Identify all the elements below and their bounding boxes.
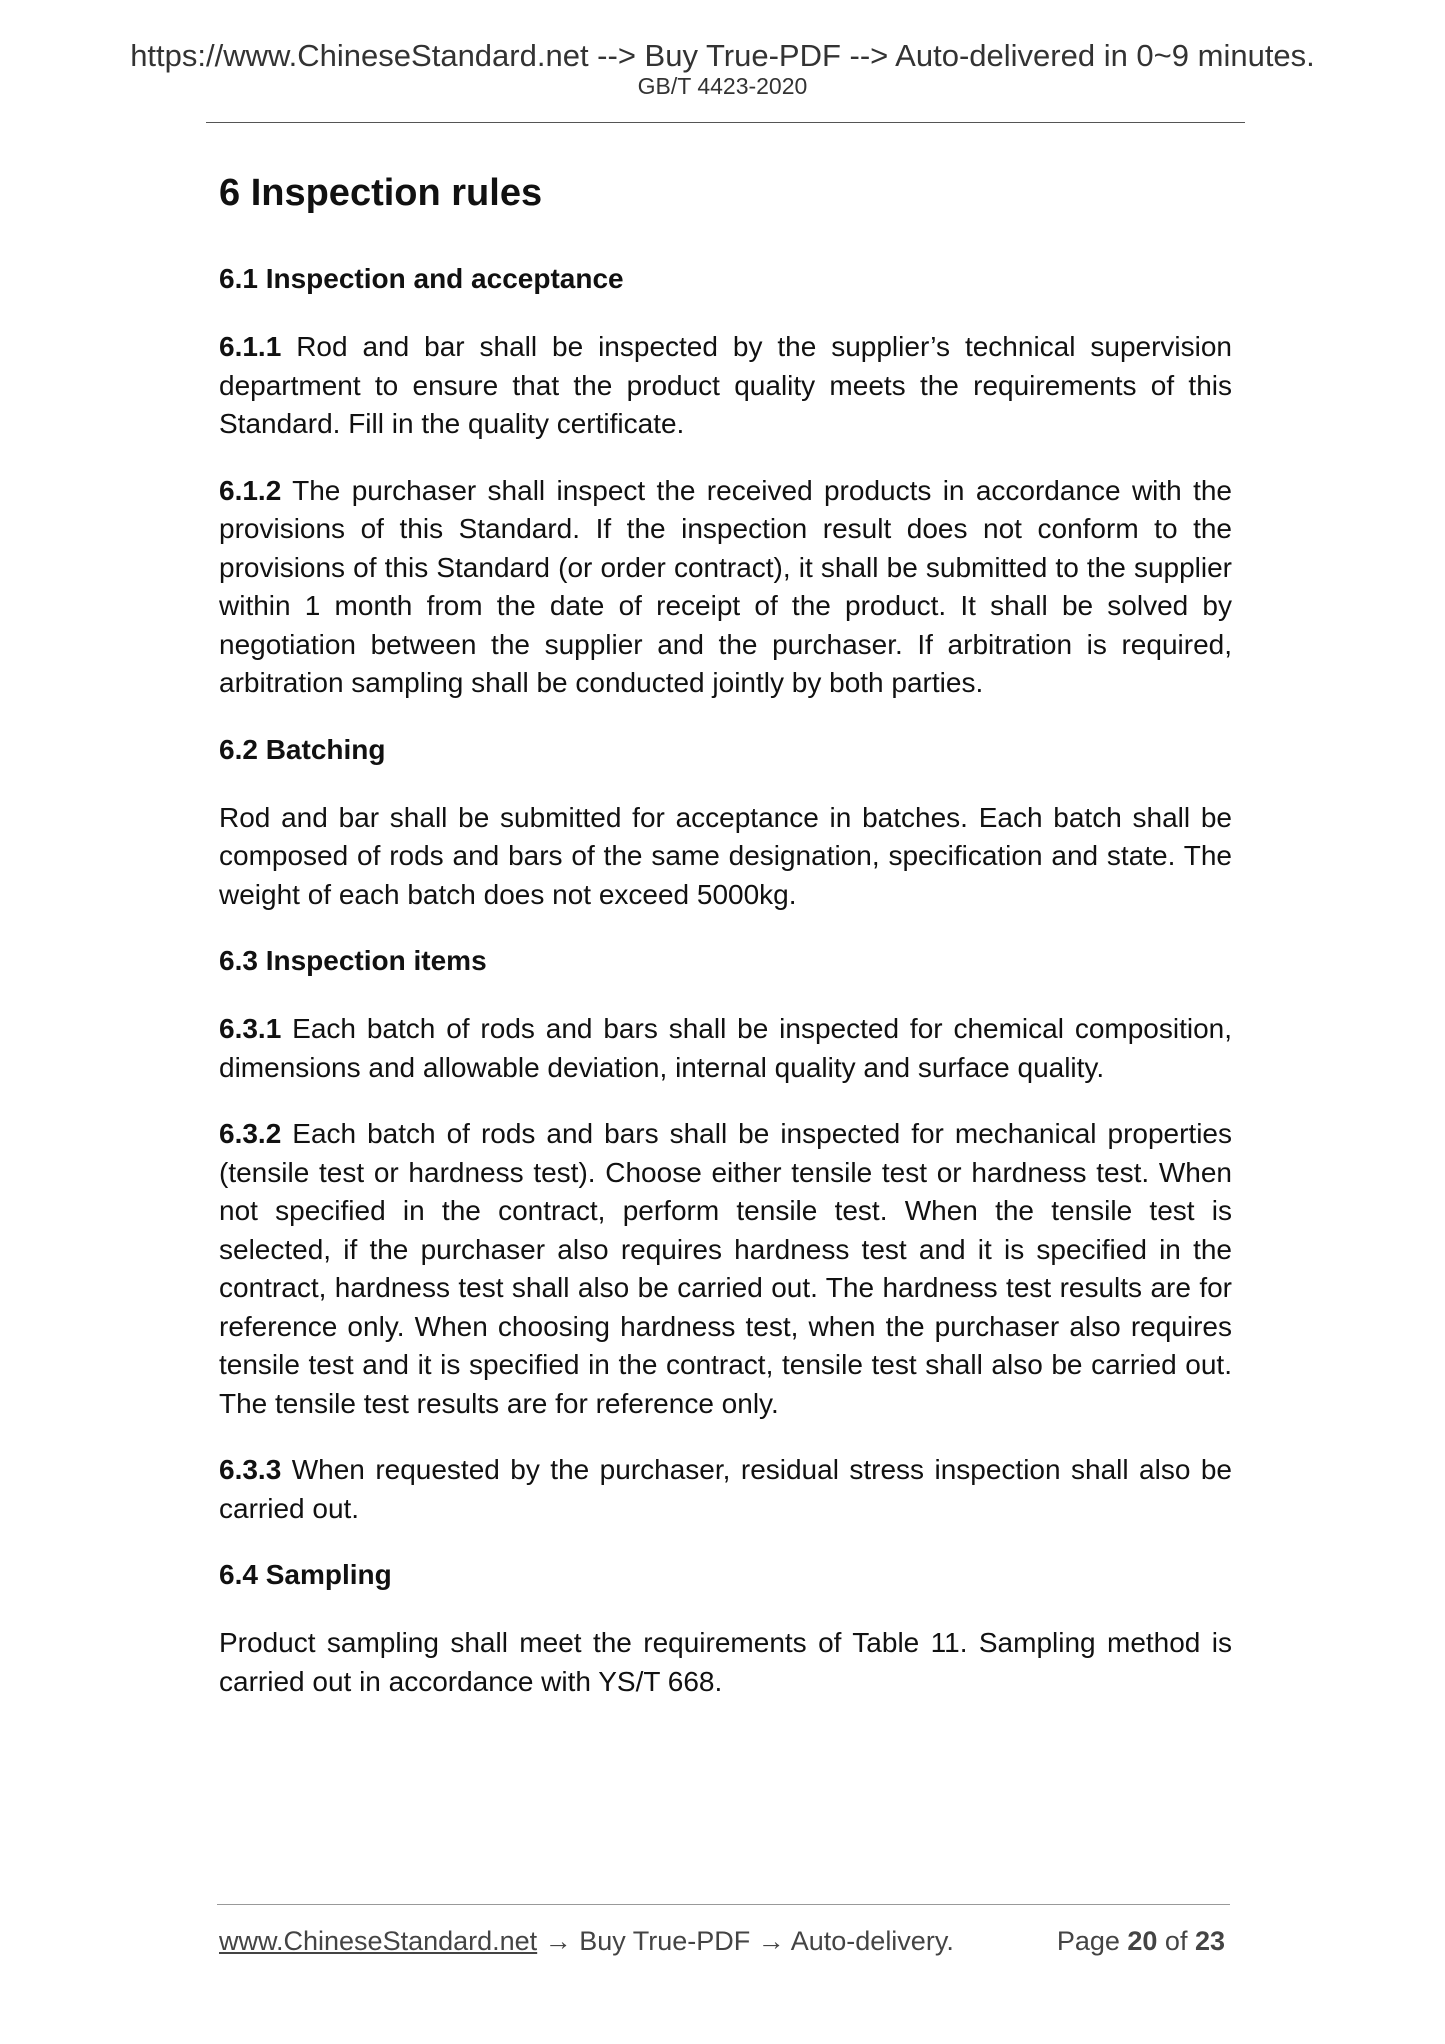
clause-6-1-1 <box>219 328 1232 444</box>
footer-tagline: → Buy True-PDF → Auto-delivery. <box>537 1926 954 1956</box>
section-title: 6 Inspection rules <box>219 172 543 214</box>
top-banner: https://www.ChineseStandard.net --> Buy True-PDF --> Auto-delivered in 0~9 minutes. <box>130 38 1315 73</box>
clause-number: 6.1.2 <box>219 474 282 506</box>
clause-text: Each batch of rods and bars shall be inspected for mechanical properties (tensile test or hardness test). Choose either tensile test or hardness test. When not specified in the contract, perform tensile test. When the tensile test is selected, if the purchaser also requires hardness test and it is specified in the contract, hardness test shall also be carried out. The hardness test results are for reference only. When choosing hardness test, when the purchaser also requires tensile test and it is specified in the contract, tensile test shall also be carried out. The tensile test results are for reference only. <box>219 1118 1232 1419</box>
heading-6-1: 6.1 Inspection and acceptance <box>219 263 624 294</box>
clause-6-1-2 <box>219 472 1232 703</box>
page-indicator <box>1057 1924 1225 1958</box>
heading-6-3: 6.3 Inspection items <box>219 945 487 976</box>
clause-number: 6.3.3 <box>219 1454 282 1485</box>
clause-text: Rod and bar shall be inspected by the supplier’s technical supervision department to ensure that the product quality meets the requirements of this Standard. Fill in the quality certificate. <box>219 331 1232 439</box>
sampling-paragraph: Product sampling shall meet the requirements of Table 11. Sampling method is carried out in accordance with YS/T 668. <box>219 1627 1232 1697</box>
page-content <box>219 170 1232 1729</box>
heading-6-2: 6.2 Batching <box>219 733 386 765</box>
clause-6-3-1 <box>219 1010 1232 1087</box>
clause-number: 6.3.2 <box>219 1118 282 1149</box>
clause-text: The purchaser shall inspect the received products in accordance with the provisions of this Standard. If the inspection result does not conform to the provisions of this Standard (or order contract), it shall be submitted to the supplier within 1 month from the date of receipt of the product. It shall be solved by negotiation between the supplier and the purchaser. If arbitration is required, arbitration sampling shall be conducted jointly by both parties. <box>219 474 1232 698</box>
page-total: 23 <box>1194 1926 1225 1956</box>
clause-number: 6.3.1 <box>219 1013 282 1044</box>
clause-text: When requested by the purchaser, residual stress inspection shall also be carried out. <box>219 1454 1232 1524</box>
clause-6-3-2 <box>219 1115 1232 1423</box>
footer-divider <box>217 1904 1230 1905</box>
heading-6-4: 6.4 Sampling <box>219 1559 392 1590</box>
clause-6-3-3 <box>219 1451 1232 1528</box>
page-number: 20 <box>1127 1926 1158 1956</box>
page-label: Page <box>1056 1926 1128 1956</box>
header-divider <box>206 122 1245 123</box>
footer-left <box>219 1924 954 1958</box>
document-code: GB/T 4423-2020 <box>637 73 808 99</box>
of-label: of <box>1157 1926 1195 1956</box>
site-link[interactable]: www.ChineseStandard.net <box>219 1926 538 1956</box>
batching-paragraph: Rod and bar shall be submitted for acceptance in batches. Each batch shall be composed of rods and bars of the same designation, specification and state. The weight of each batch does not exceed 5000kg. <box>219 801 1232 910</box>
clause-text: Each batch of rods and bars shall be inspected for chemical composition, dimensions and allowable deviation, internal quality and surface quality. <box>219 1013 1232 1083</box>
clause-number: 6.1.1 <box>219 331 282 362</box>
